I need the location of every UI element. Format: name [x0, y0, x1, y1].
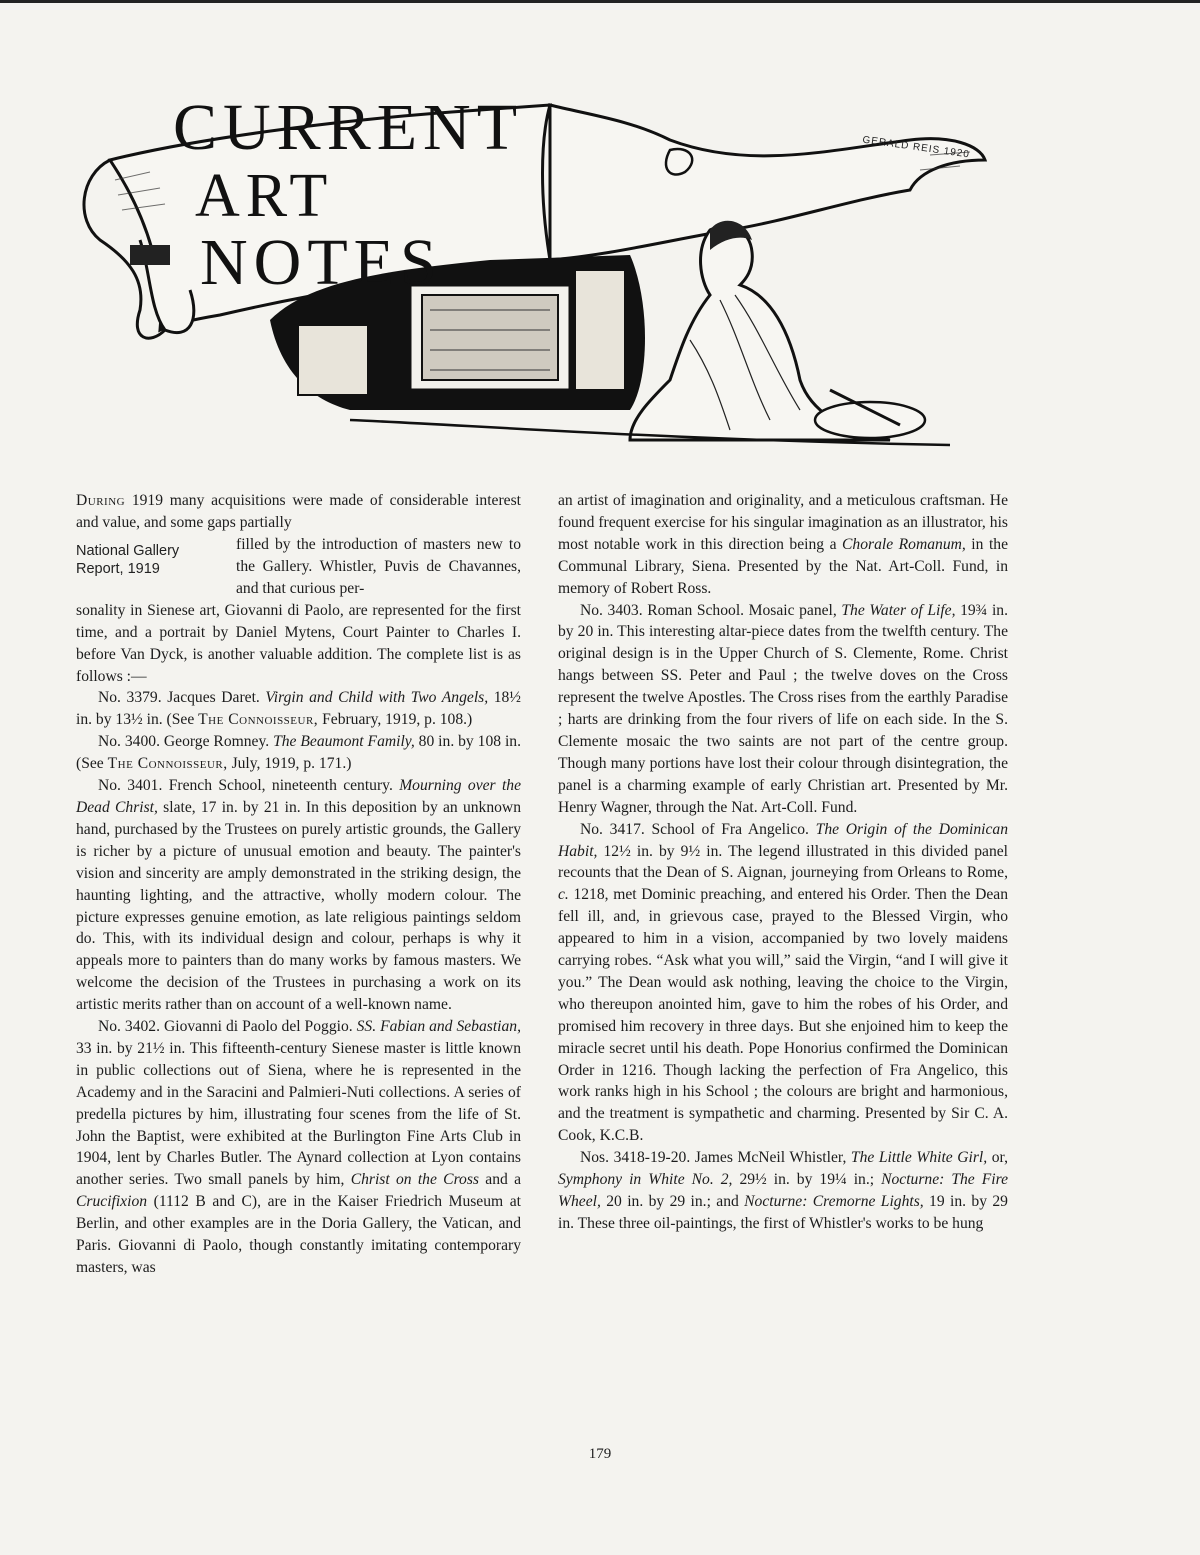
entry-3418-19-20: Nos. 3418-19-20. James McNeil Whistler, The Little White Girl, or, Symphony in White No. 2, 29½ in. by 19¼ in.; Nocturne: The Fire Wheel, 20 in. by 29 in.; and Nocturne: Cremorne Lights, 19 in. by 29 in. These three oil-paintings, the first of Whistler's works to be hung	[558, 1149, 1008, 1232]
entry-3379: No. 3379. Jacques Daret. Virgin and Child with Two Angels, 18½ in. by 13½ in. (See The Connoisseur, February, 1919, p. 108.)	[76, 689, 521, 729]
intro-float-text: filled by the introduction of masters new to the Gallery. Whistler, Puvis de Chavannes, and that curious per-	[236, 535, 521, 597]
entry-3401: No. 3401. French School, nineteenth century. Mourning over the Dead Christ, slate, 17 in. by 21 in. In this deposition by an unknown hand, purchased by the Trustees on purely artistic grounds, the Gallery is richer by a picture of unusual emotion and beauty. The painter's vision and sincerity are amply demonstrated in the striking design, the haunting lighting, and the attractive, wholly modern colour. The picture expresses genuine emotion, as late religious paintings seldom do. This, with its individual design and colour, perhaps is why it appeals more to painters than do many works by famous masters. We welcome the decision of the Trustees in purchasing a work on its artistic merits rather than on account of a well-known name.	[76, 777, 521, 1014]
drop-lead: During	[76, 492, 126, 509]
entry-3402-continued: an artist of imagination and originality, and a meticulous craftsman. He found frequent exercise for his singular imagination as an illustrator, his most notable work in this direction being a Chorale Romanum, in the Communal Library, Siena. Presented by the Nat. Art-Coll. Fund, in memory of Robert Ross.	[558, 492, 1009, 597]
palette	[815, 402, 925, 438]
title-art: ART	[195, 162, 334, 230]
title-current: CURRENT	[173, 91, 524, 164]
header-title	[165, 90, 545, 320]
entry-3400: No. 3400. George Romney. The Beaumont Family, 80 in. by 108 in. (See The Connoisseur, July, 1919, p. 171.)	[76, 733, 521, 773]
title-notes: NOTES	[200, 226, 443, 299]
entry-3417: No. 3417. School of Fra Angelico. The Origin of the Dominican Habit, 12½ in. by 9½ in. The legend illustrated in this divided panel recounts that the Dean of S. Aignan, journeying from Orleans to Rome, c. 1218, met Dominic preaching, and entered his Order. Then the Dean fell ill, and, in grievous case, prayed to the Blessed Virgin, who appeared to him in a vision, accompanied by two lovely maidens carrying robes. “Ask what you will,” said the Virgin, “and I will give it you.” The Dean would ask nothing, leaving the choice to the Virgin, who thereupon anointed him, gave to him the robes of his Order, and promised him recovery in three days. But she enjoined him to keep the miracle secret until his death. Pope Honorius confirmed the Dominican Order in 1216. Though lacking the perfection of Fra Angelico, this work ranks high in his School ; the colours are bright and harmonious, and the treatment is sympathetic and charming. Presented by Sir C. A. Cook, K.C.B.	[558, 820, 1008, 1145]
sidenote: National Gallery Report, 1919	[76, 542, 180, 577]
intro-paragraph: During 1919 many acquisitions were made of considerable interest and value, and some gaps partially	[76, 492, 521, 531]
artist-signature: GERALD REIS 1920	[861, 134, 971, 161]
sidenote-block	[76, 534, 521, 600]
top-border	[0, 0, 1200, 3]
right-column	[558, 490, 1008, 1235]
banner-ribbon-right	[550, 105, 985, 260]
left-column	[76, 490, 521, 1279]
entry-3402: No. 3402. Giovanni di Paolo del Poggio. SS. Fabian and Sebastian, 33 in. by 21½ in. This fifteenth-century Sienese master is little known in public collections out of Siena, where he is represented in the Academy and in the Saracini and Palmieri-Nuti collections. A series of predella pictures by him, illustrating four scenes from the life of St. John the Baptist, were exhibited at the Burlington Fine Arts Club in 1904, lent by Charles Butler. The Aynard collection at Lyon contains another series. Two small panels by him, Christ on the Cross and a Crucifixion (1112 B and C), are in the Kaiser Friedrich Museum at Berlin, and other examples are in the Doria Gallery, the Vatican, and Paris. Giovanni di Paolo, though constantly imitating contemporary masters, was	[76, 1018, 521, 1276]
entry-3403: No. 3403. Roman School. Mosaic panel, The Water of Life, 19¾ in. by 20 in. This interesting altar-piece dates from the twelfth century. The original design is in the Upper Church of S. Clemente, Rome. Christ hangs between SS. Peter and Paul ; the twelve doves on the Cross represent the twelve Apostles. The Cross rises from the earthly Paradise ; harts are drinking from the four rivers of life on each side. In the S. Clemente mosaic the two saints are not part of the centre group. Though many portions have lost their colour through disintegration, the panel is a charming example of early Christian art. Presented by Mr. Henry Wagner, through the Nat. Art-Coll. Fund.	[558, 601, 1008, 816]
page-number: 179	[588, 1446, 612, 1462]
intro-continued: sonality in Sienese art, Giovanni di Paolo, are represented for the first time, and a portrait by Daniel Mytens, Court Painter to Charles I. before Van Dyck, is another valuable addition. The complete list is as follows :—	[76, 601, 521, 685]
